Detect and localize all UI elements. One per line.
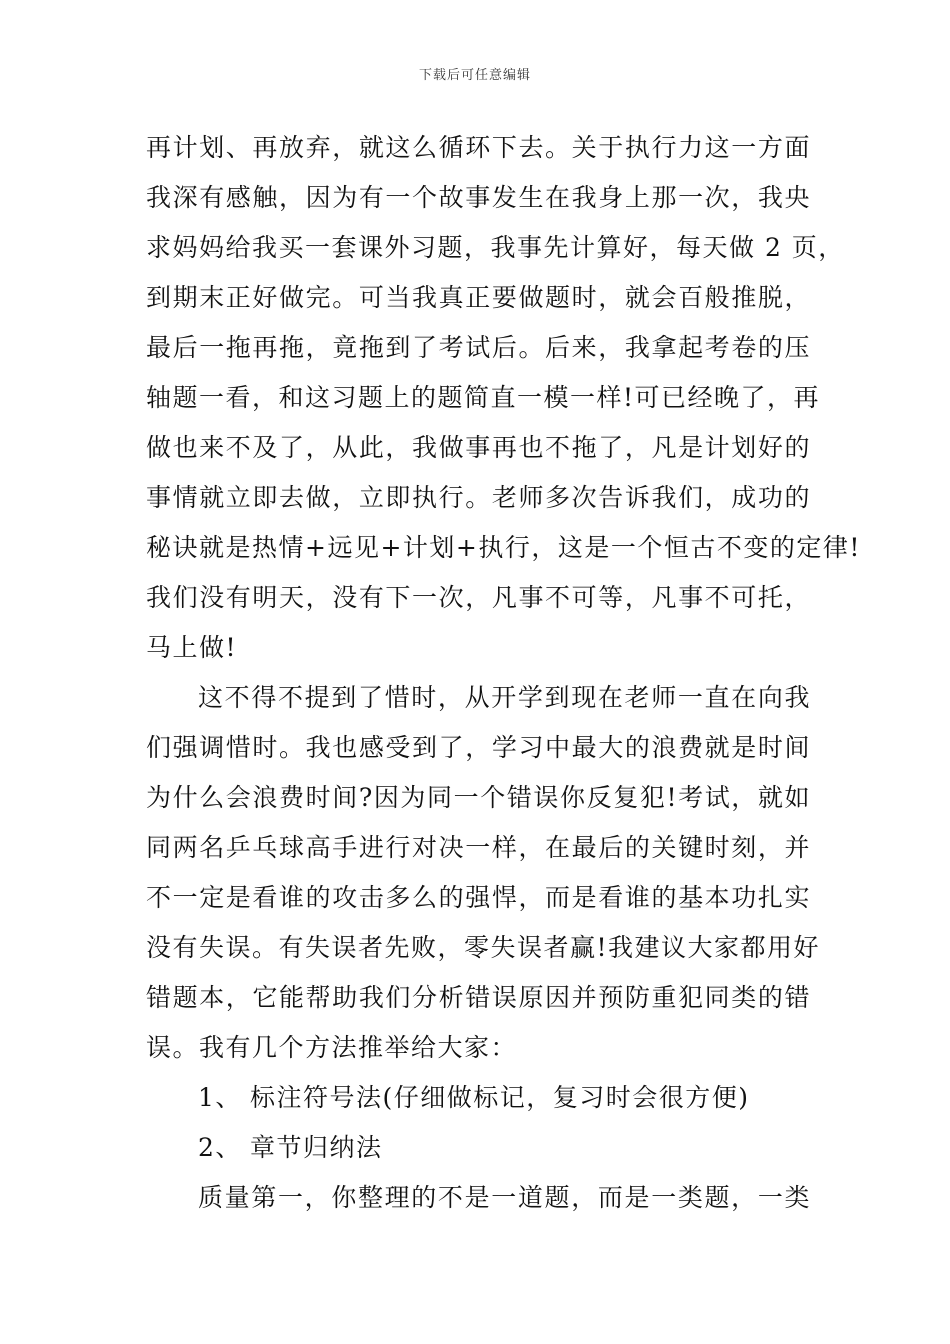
text-line: 轴题一看，和这习题上的题简直一模一样!可已经晚了，再 [146, 383, 821, 412]
page-header: 下载后可任意编辑 [418, 68, 531, 83]
list-text: 标注符号法(仔细做标记，复习时会很方便) [250, 1083, 750, 1112]
text-line: 这不得不提到了惜时，从开学到现在老师一直在向我 [198, 683, 811, 712]
text-line: 秘诀就是热情+远见+计划+执行，这是一个恒古不变的定律! [146, 533, 861, 562]
text-line: 求妈妈给我买一套课外习题，我事先计算好，每天做 2 页， [146, 233, 845, 262]
text-line: 没有失误。有失误者先败，零失误者赢!我建议大家都用好 [146, 933, 821, 962]
text-line: 误。我有几个方法推举给大家： [146, 1033, 518, 1062]
text-line: 不一定是看谁的攻击多么的强悍，而是看谁的基本功扎实 [146, 883, 811, 912]
text-line: 再计划、再放弃，就这么循环下去。关于执行力这一方面 [146, 133, 811, 162]
text-line: 质量第一，你整理的不是一道题，而是一类题，一类 [198, 1183, 811, 1212]
text-line: 做也来不及了，从此，我做事再也不拖了，凡是计划好的 [146, 433, 811, 462]
text-line: 同两名乒乓球高手进行对决一样，在最后的关键时刻，并 [146, 833, 811, 862]
text-line: 我深有感触，因为有一个故事发生在我身上那一次，我央 [146, 183, 811, 212]
text-line: 我们没有明天，没有下一次，凡事不可等，凡事不可托， [146, 583, 811, 612]
text-line: 马上做! [146, 633, 238, 662]
list-text: 章节归纳法 [250, 1133, 383, 1162]
list-number: 2、 [198, 1133, 242, 1162]
text-line: 错题本，它能帮助我们分析错误原因并预防重犯同类的错 [146, 983, 811, 1012]
text-line: 事情就立即去做，立即执行。老师多次告诉我们，成功的 [146, 483, 811, 512]
text-line: 最后一拖再拖，竟拖到了考试后。后来，我拿起考卷的压 [146, 333, 811, 362]
list-number: 1、 [198, 1083, 242, 1112]
text-line: 到期末正好做完。可当我真正要做题时，就会百般推脱， [146, 283, 811, 312]
text-line: 为什么会浪费时间?因为同一个错误你反复犯!考试，就如 [146, 783, 811, 812]
text-line: 们强调惜时。我也感受到了，学习中最大的浪费就是时间 [146, 733, 811, 762]
